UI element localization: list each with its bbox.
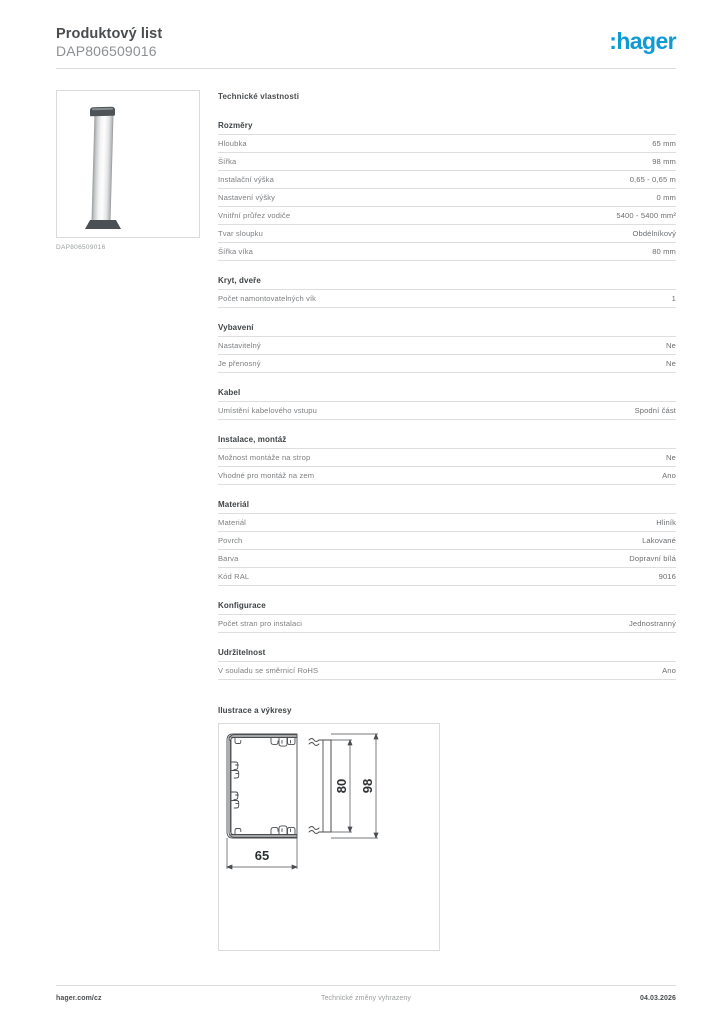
- spec-row-label: Vnitřní průřez vodiče: [218, 210, 291, 220]
- spec-row: [218, 242, 676, 261]
- spec-row-label: Je přenosný: [218, 358, 261, 368]
- spec-row-label: Hloubka: [218, 138, 247, 148]
- spec-group-title: Vybavení: [218, 323, 254, 332]
- spec-row-label: Materiál: [218, 517, 246, 527]
- spec-row-label: Vhodné pro montáž na zem: [218, 470, 315, 480]
- spec-row-value: Ano: [662, 665, 676, 675]
- column-body: [91, 111, 113, 223]
- spec-row: [218, 661, 676, 680]
- spec-row: [218, 170, 676, 188]
- spec-row-value: 5400 - 5400 mm²: [616, 210, 676, 220]
- spec-group: [218, 121, 676, 261]
- document-header: [56, 26, 676, 70]
- spec-row-value: Obdélníkový: [632, 228, 676, 238]
- spec-row-label: Šířka: [218, 156, 237, 166]
- spec-row-label: Počet stran pro instalaci: [218, 618, 303, 628]
- product-reference: DAP806509016: [56, 43, 157, 59]
- dimension-label-depth: 65: [254, 848, 270, 863]
- spec-group-title: Kabel: [218, 388, 241, 397]
- technical-drawing-box: [218, 723, 440, 951]
- spec-row: [218, 354, 676, 373]
- spec-row: [218, 567, 676, 586]
- spec-group: [218, 601, 676, 633]
- spec-row-label: Šířka víka: [218, 246, 253, 256]
- spec-row-label: Počet namontovatelných vík: [218, 293, 317, 303]
- spec-row: [218, 513, 676, 531]
- document-footer: [56, 995, 676, 1009]
- column-product-illustration: [83, 101, 123, 231]
- spec-group: [218, 435, 676, 485]
- spec-row: [218, 466, 676, 485]
- spec-row-label: Kód RAL: [218, 571, 250, 581]
- column-base-plate: [85, 220, 121, 229]
- spec-row-value: Lakované: [642, 535, 676, 545]
- spec-row-value: Ne: [666, 340, 676, 350]
- spec-row-label: V souladu se směrnicí RoHS: [218, 665, 319, 675]
- spec-row: [218, 188, 676, 206]
- spec-row-label: Nastavení výšky: [218, 192, 276, 202]
- spec-group-title: Kryt, dveře: [218, 276, 261, 285]
- spec-row-label: Umístění kabelového vstupu: [218, 405, 317, 415]
- illustrations-title: Ilustrace a výkresy: [218, 706, 292, 715]
- spec-row-label: Povrch: [218, 535, 243, 545]
- spec-row-value: Ano: [662, 470, 676, 480]
- spec-group: [218, 648, 676, 680]
- dimension-label-lid-width: 80: [334, 778, 349, 794]
- spec-row: [218, 289, 676, 308]
- spec-row-value: 65 mm: [652, 138, 676, 148]
- spec-group-title: Udržitelnost: [218, 648, 266, 657]
- hager-logo: :hager: [609, 28, 676, 54]
- spec-row-value: 1: [671, 293, 676, 303]
- product-image-panel: [56, 90, 200, 238]
- spec-row-label: Nastavitelný: [218, 340, 261, 350]
- footer-notice: Technické změny vyhrazeny: [320, 995, 412, 1002]
- spec-row-value: Dopravní bílá: [629, 553, 676, 563]
- page-title: Produktový list: [56, 26, 163, 42]
- spec-row: [218, 206, 676, 224]
- spec-row-label: Instalační výška: [218, 174, 274, 184]
- spec-group: [218, 323, 676, 373]
- spec-group-title: Materiál: [218, 500, 250, 509]
- spec-row-value: Jednostranný: [628, 618, 676, 628]
- spec-row: [218, 531, 676, 549]
- product-image-caption: DAP806509016: [56, 244, 106, 251]
- specs-title: Technické vlastnosti: [218, 92, 300, 101]
- spec-row: [218, 401, 676, 420]
- spec-row-label: Tvar sloupku: [218, 228, 263, 238]
- footer-website-link[interactable]: hager.com/cz: [56, 995, 102, 1002]
- spec-row-label: Barva: [218, 553, 239, 563]
- spec-group-title: Instalace, montáž: [218, 435, 287, 444]
- spec-row: [218, 224, 676, 242]
- spec-row-value: 9016: [658, 571, 676, 581]
- spec-row: [218, 549, 676, 567]
- illustrations-section: [218, 706, 676, 951]
- spec-row-value: 0 mm: [656, 192, 676, 202]
- spec-row-label: Možnost montáže na strop: [218, 452, 311, 462]
- spec-row: [218, 134, 676, 152]
- footer-date: 04.03.2026: [639, 995, 676, 1002]
- spec-group: [218, 388, 676, 420]
- spec-row-value: Ne: [666, 358, 676, 368]
- spec-group-title: Konfigurace: [218, 601, 266, 610]
- spec-row: [218, 614, 676, 633]
- spec-row-value: 0,65 - 0,65 m: [629, 174, 676, 184]
- specs-groups: [218, 121, 676, 680]
- cross-section-drawing: [219, 724, 439, 950]
- spec-row-value: 80 mm: [652, 246, 676, 256]
- spec-group: [218, 500, 676, 586]
- spec-row: [218, 336, 676, 354]
- dimension-label-width: 98: [360, 778, 375, 794]
- spec-row-value: Hliník: [656, 517, 676, 527]
- technical-specifications: [218, 92, 676, 951]
- spec-row: [218, 448, 676, 466]
- spec-row-value: Spodní část: [634, 405, 676, 415]
- spec-row-value: Ne: [666, 452, 676, 462]
- footer-divider: [56, 985, 676, 986]
- spec-group: [218, 276, 676, 308]
- spec-group-title: Rozměry: [218, 121, 253, 130]
- spec-row-value: 98 mm: [652, 156, 676, 166]
- spec-row: [218, 152, 676, 170]
- header-divider: [56, 68, 676, 69]
